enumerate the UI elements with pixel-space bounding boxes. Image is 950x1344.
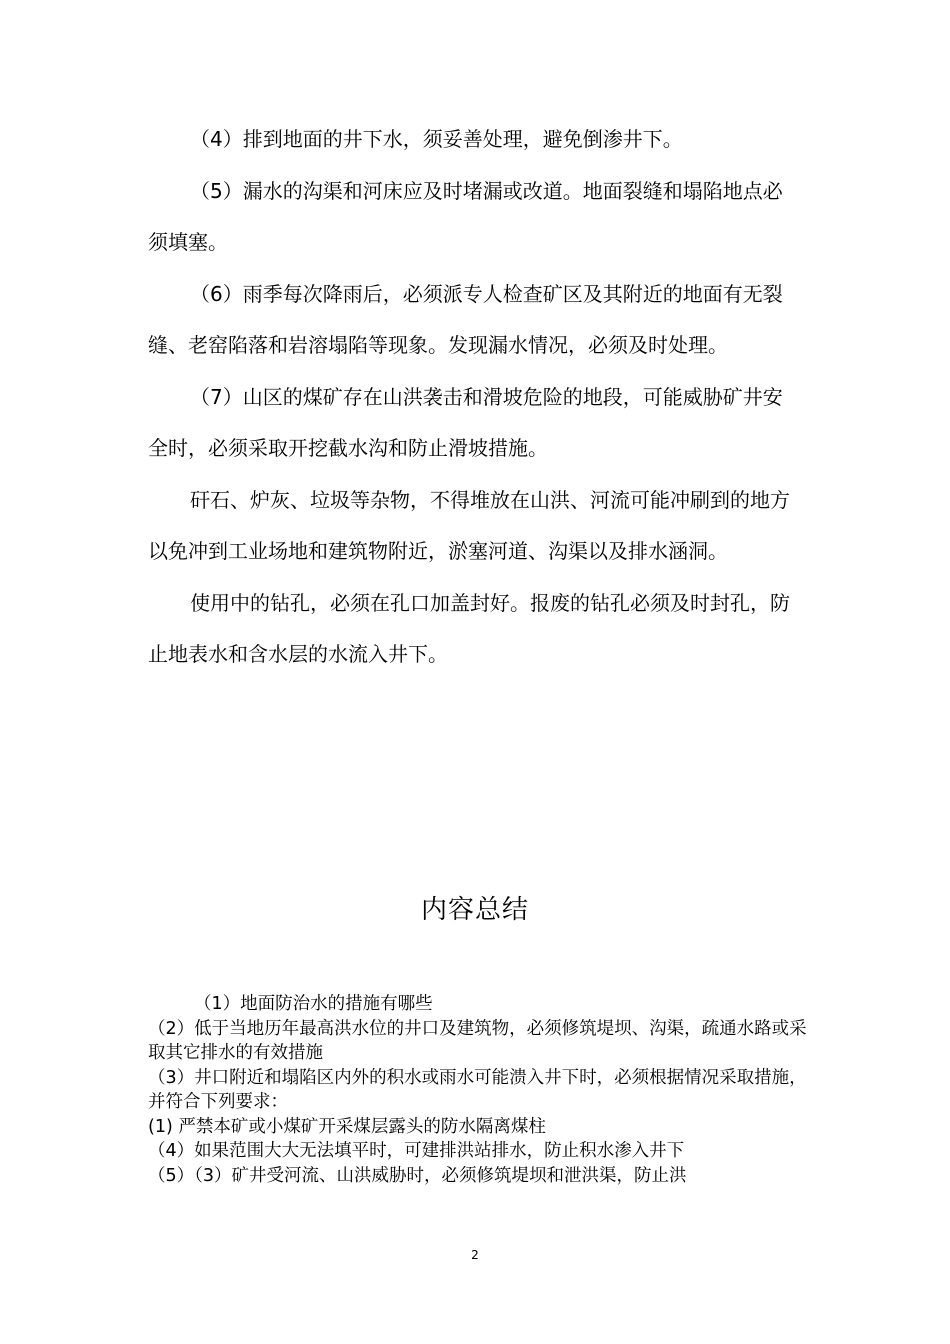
summary-section [148, 992, 808, 1188]
summary-line: (1) 严禁本矿或小煤矿开采煤层露头的防水隔离煤柱 [148, 1116, 546, 1137]
paragraph-rainy-season-inspection: （6）雨季每次降雨后，必须派专人检查矿区及其附近的地面有无裂缝、老窑陷落和岩溶塌陷等现象。发现漏水情况，必须及时处理。 [148, 281, 783, 357]
paragraph-drainage-water: （4）排到地面的井下水，须妥善处理，避免倒渗井下。 [190, 127, 683, 151]
summary-line: （2）低于当地历年最高洪水位的井口及建筑物，必须修筑堤坝、沟渠，疏通水路或采取其它排水的有效措施 [148, 1018, 807, 1063]
summary-line: （1）地面防治水的措施有哪些 [194, 994, 433, 1014]
paragraph-mountain-flood: （7）山区的煤矿存在山洪袭击和滑坡危险的地段，可能威胁矿井安全时，必须采取开挖截水沟和防止滑坡措施。 [148, 384, 783, 460]
summary-line: （4）如果范围大大无法填平时，可建排洪站排水，防止积水渗入井下 [148, 1141, 685, 1161]
body-text [148, 114, 798, 681]
paragraph-debris-storage: 矸石、炉灰、垃圾等杂物，不得堆放在山洪、河流可能冲刷到的地方以免冲到工业场地和建筑物附近，淤塞河道、沟渠以及排水涵洞。 [148, 487, 790, 563]
summary-line: （5）（3）矿井受河流、山洪威胁时，必须修筑堤坝和泄洪渠，防止洪 [148, 1165, 687, 1186]
summary-title: 内容总结 [420, 895, 529, 925]
summary-line: （3）井口附近和塌陷区内外的积水或雨水可能溃入井下时，必须根据情况采取措施，并符合下列要求： [148, 1067, 807, 1112]
page-number: 2 [471, 1248, 479, 1262]
paragraph-leaking-channels: （5）漏水的沟渠和河床应及时堵漏或改道。地面裂缝和塌陷地点必须填塞。 [148, 178, 783, 254]
paragraph-boreholes: 使用中的钻孔，必须在孔口加盖封好。报废的钻孔必须及时封孔，防止地表水和含水层的水流入井下。 [148, 590, 790, 666]
